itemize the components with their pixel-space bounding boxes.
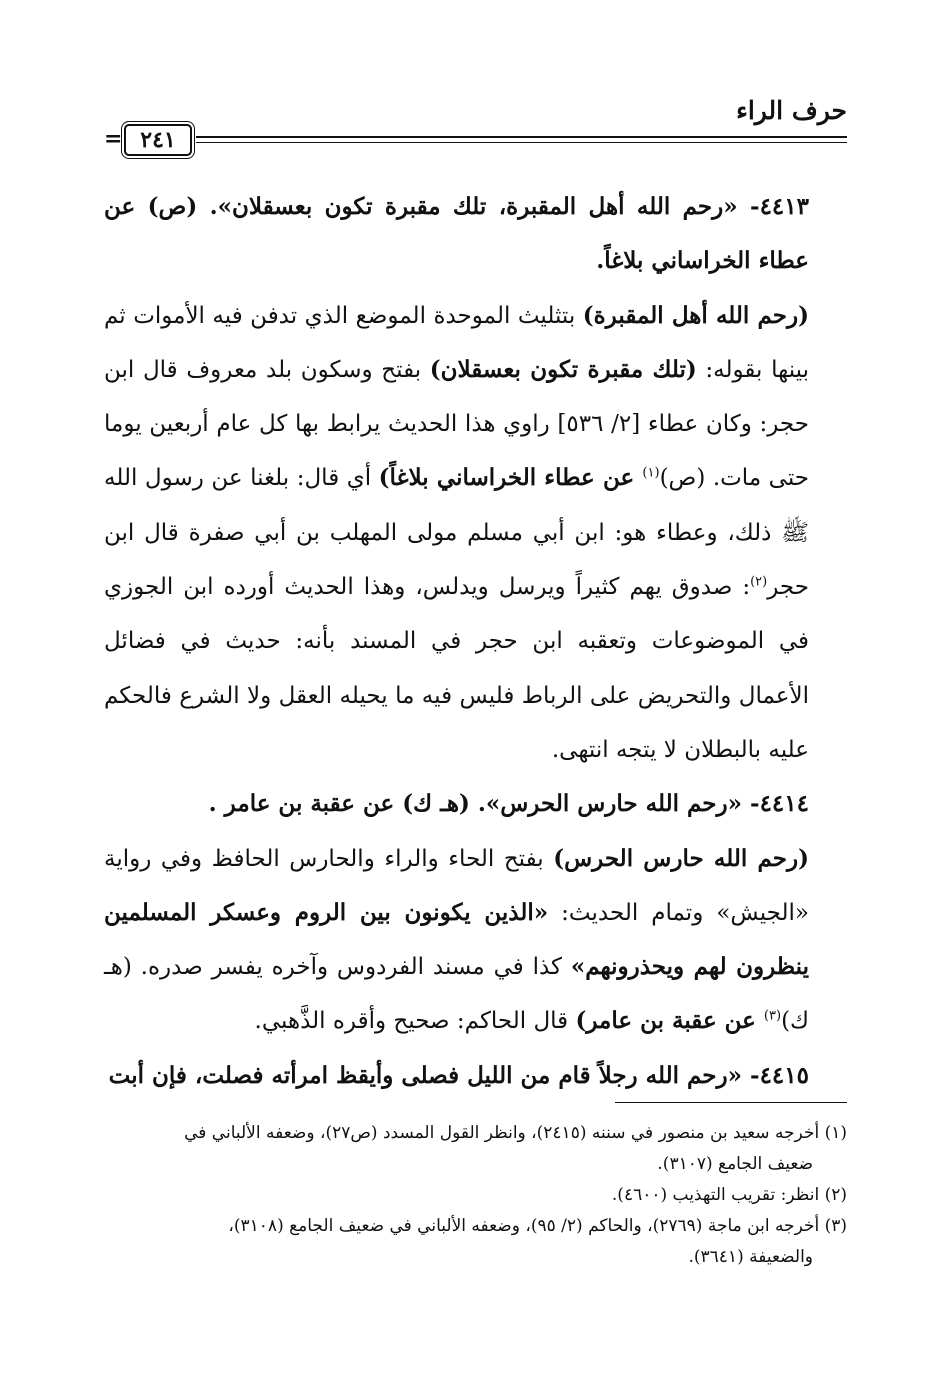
main-text [104, 180, 847, 1103]
footnote-1: (١) أخرجه سعيد بن منصور في سننه (٢٤١٥)، وانظر القول المسدد (ص٢٧)، وضعفه الألباني في [184, 1123, 847, 1143]
page-number-mark: = [104, 126, 123, 152]
footnote-3-continued: والضعيفة (٣٦٤١). [688, 1247, 813, 1267]
commentary-text: بتثليث الموحدة الموضع الذي تدفن فيه الأموات ثم بينها بقوله: [104, 302, 809, 383]
page-number: ٢٤١ [124, 124, 192, 156]
footnote-2: (٢) انظر: تقريب التهذيب (٤٦٠٠). [611, 1185, 847, 1205]
hadith-4414 [104, 777, 847, 831]
footnote-ref-1[interactable]: (١) [642, 465, 660, 481]
hadith-4413 [104, 180, 847, 289]
footnote-1-continued: ضعيف الجامع (٣١٠٧). [657, 1154, 813, 1174]
hadith-4413-number: ٤٤١٣- [737, 193, 809, 220]
commentary-4413 [104, 289, 847, 778]
commentary-4414 [104, 832, 847, 1049]
quoted-phrase: (رحم الله حارس الحرس) [553, 844, 810, 872]
commentary-text: كذا في مسند الفردوس وآخره يفسر صدره. (هـ ك) [104, 954, 809, 1035]
hadith-4415 [104, 1049, 847, 1103]
hadith-4415-text: «رحم الله رجلاً قام من الليل فصلى وأيقظ امرأته فصلت، فإن أبت [108, 1061, 743, 1089]
commentary-text: بفتح وسكون بلد معروف قال ابن حجر: وكان عطاء [٢/ ٥٣٦] راوي هذا الحديث يرابط بها كل عام أربعين يوما حتى مات. (ص) [104, 356, 809, 492]
quoted-phrase: عن عطاء الخراساني بلاغاً) [378, 464, 643, 492]
hadith-4414-text: «رحم الله حارس الحرس». (هـ ك) عن عقبة بن عامر . [208, 790, 743, 818]
footnotes [104, 1118, 847, 1273]
footnote-rule [615, 1102, 847, 1103]
commentary-text: : صدوق يهم كثيراً ويرسل ويدلس، وهذا الحديث أورده ابن الجوزي في الموضوعات وتعقبه ابن حجر في المسند بأنه: حديث في فضائل الأعمال والتحريض على الرباط فليس فيه ما يحيله العقل ولا الشرع فالحكم عليه بالبطلان لا يتجه انتهى. [104, 574, 809, 763]
quoted-phrase: (تلك مقبرة تكون بعسقلان) [429, 355, 697, 383]
quoted-phrase: (رحم الله أهل المقبرة) [582, 301, 809, 329]
footnote-ref-2[interactable]: (٢) [750, 574, 768, 590]
hadith-4415-number: ٤٤١٥- [742, 1061, 809, 1089]
quoted-phrase: «الذين يكونون بين الروم وعسكر المسلمين ينظرون لهم ويحذرونهم» [104, 898, 809, 981]
chapter-title: حرف الراء [736, 96, 847, 125]
header-rule [196, 136, 847, 143]
commentary-text: بفتح الحاء والراء والحارس الحافظ وفي رواية «الجيش» وتمام الحديث: [104, 845, 809, 926]
quoted-phrase: عن عقبة بن عامر) [575, 1007, 764, 1035]
commentary-text: أي قال: بلغنا عن رسول الله ﷺ ذلك، وعطاء هو: ابن أبي مسلم مولى المهلب بن أبي صفرة قال ابن حجر [104, 465, 809, 601]
commentary-text: قال الحاكم: صحيح وأقره الذَّهبي. [254, 1008, 576, 1035]
footnote-3: (٣) أخرجه ابن ماجة (٢٧٦٩)، والحاكم (٢/ ٩٥)، وضعفه الألباني في ضعيف الجامع (٣١٠٨)، [228, 1216, 847, 1236]
hadith-4413-text: «رحم الله أهل المقبرة، تلك مقبرة تكون بعسقلان». (ص) عن عطاء الخراساني بلاغاً. [104, 193, 809, 275]
footnote-ref-3[interactable]: (٣) [763, 1008, 782, 1024]
hadith-4414-number: ٤٤١٤- [742, 790, 809, 818]
